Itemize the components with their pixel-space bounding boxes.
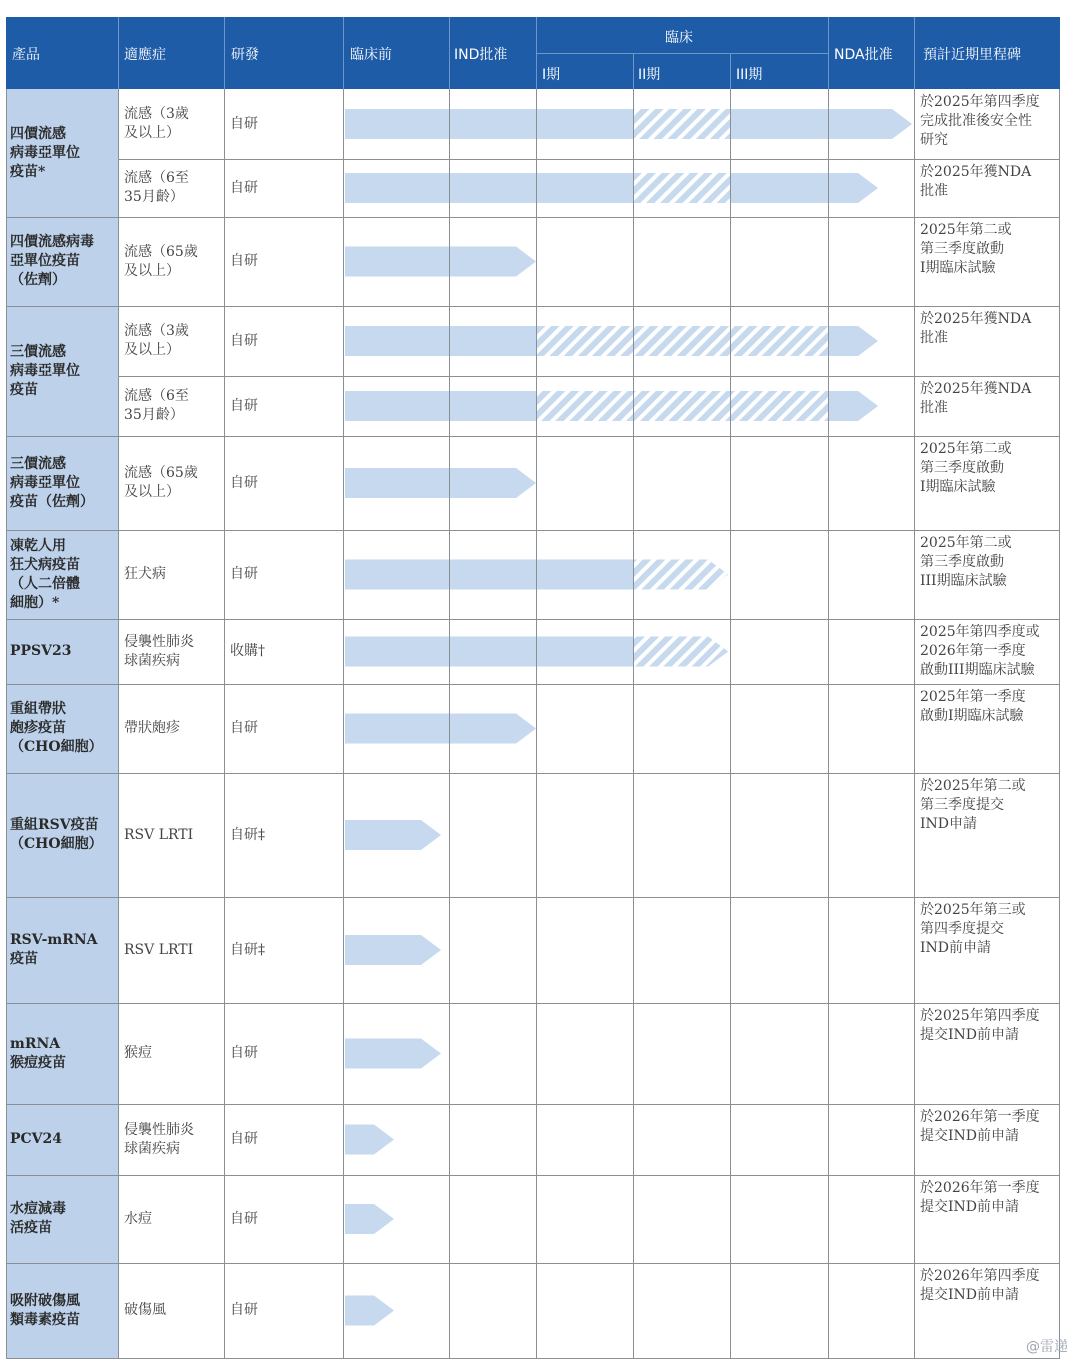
product-label: PPSV23	[10, 643, 72, 659]
progress-bars	[6, 17, 1060, 1357]
milestone-cell: 2025年第二或 第三季度啟動 III期臨床試驗	[920, 535, 1012, 589]
indication-cell: 帶狀皰疹	[124, 720, 180, 736]
progress-bar	[345, 326, 878, 356]
column-divider	[224, 89, 225, 1358]
header-ind: IND批准	[454, 47, 508, 63]
indication-cell: 破傷風	[124, 1302, 166, 1318]
progress-bar	[345, 935, 441, 965]
milestone-cell: 於2025年獲NDA 批准	[920, 381, 1032, 416]
rnd-cell: 自研	[230, 1045, 258, 1061]
milestone-cell: 於2025年第二或 第三季度提交 IND申請	[920, 778, 1026, 832]
progress-bar-shape	[345, 247, 536, 277]
row-divider	[118, 159, 1060, 160]
milestone-cell: 2025年第二或 第三季度啟動 I期臨床試驗	[920, 222, 1012, 276]
rnd-cell: 自研	[230, 397, 258, 414]
column-divider	[828, 89, 829, 1358]
progress-bar-striped-segment	[633, 109, 730, 139]
product-divider	[6, 1358, 1060, 1359]
progress-bar	[345, 1296, 394, 1326]
progress-bar-shape	[345, 1039, 441, 1069]
indication-cell: RSV LRTI	[124, 941, 194, 958]
product-divider	[6, 436, 1060, 437]
milestone-cell: 於2025年第四季度 完成批准後安全性 研究	[920, 94, 1040, 148]
rnd-cell: 自研	[230, 1210, 258, 1227]
column-divider	[730, 89, 731, 1358]
progress-bar	[345, 820, 441, 850]
header-phase1: I期	[542, 67, 561, 83]
progress-bar	[345, 1039, 441, 1069]
milestone-cell: 2025年第四季度或 2026年第一季度 啟動III期臨床試驗	[920, 624, 1040, 678]
progress-bar-shape	[345, 935, 441, 965]
progress-bar	[345, 173, 878, 203]
product-label: RSV-mRNA 疫苗	[10, 932, 98, 967]
indication-cell: 流感（6至 35月齡）	[124, 388, 189, 423]
product-label: mRNA 猴痘疫苗	[10, 1035, 66, 1071]
milestone-cell: 2025年第二或 第三季度啟動 I期臨床試驗	[920, 441, 1012, 495]
rnd-cell: 自研	[230, 179, 258, 196]
progress-bar	[345, 109, 912, 139]
progress-bar-striped-segment	[536, 391, 828, 421]
column-divider	[914, 89, 915, 1358]
watermark: @雷递	[1026, 1339, 1068, 1355]
rnd-cell: 自研	[230, 720, 258, 736]
column-divider	[536, 89, 537, 1358]
rnd-cell: 自研	[230, 332, 258, 349]
header-rnd: 研發	[231, 47, 259, 63]
product-divider	[6, 217, 1060, 218]
indication-cell: 侵襲性肺炎 球菌疾病	[124, 633, 194, 669]
indication-cell: 流感（3歲 及以上）	[124, 106, 189, 141]
milestone-cell: 於2025年獲NDA 批准	[920, 164, 1032, 199]
progress-bar	[345, 714, 536, 744]
indication-cell: 猴痘	[124, 1045, 152, 1061]
indication-cell: 流感（6至 35月齡）	[124, 170, 189, 205]
progress-bar	[345, 468, 536, 498]
progress-bar-shape	[345, 714, 536, 744]
product-label: PCV24	[10, 1131, 63, 1147]
header-indication: 適應症	[124, 47, 166, 63]
indication-cell: 流感（65歲 及以上）	[124, 465, 198, 500]
indication-cell: 流感（65歲 及以上）	[124, 243, 198, 279]
indication-cell: 侵襲性肺炎 球菌疾病	[124, 1121, 194, 1157]
indication-cell: RSV LRTI	[124, 826, 194, 843]
milestone-cell: 於2025年第三或 第四季度提交 IND前申請	[920, 902, 1026, 956]
product-label: 四價流感 病毒亞單位 疫苗*	[10, 125, 80, 180]
rnd-cell: 自研‡	[230, 941, 265, 958]
rnd-cell: 自研	[230, 566, 258, 582]
header-clinical: 臨床	[665, 30, 693, 46]
milestone-cell: 於2026年第一季度 提交IND前申請	[920, 1180, 1040, 1215]
product-divider	[6, 684, 1060, 685]
milestone-cell: 2025年第一季度 啟動I期臨床試驗	[920, 689, 1026, 724]
product-divider	[6, 1003, 1060, 1004]
pipeline-table	[6, 17, 1060, 1357]
rnd-cell: 收購†	[230, 643, 265, 659]
product-label: 四價流感病毒 亞單位疫苗 （佐劑）	[10, 234, 94, 288]
product-divider	[6, 1263, 1060, 1264]
rnd-cell: 自研	[230, 474, 258, 491]
progress-bar-shape	[345, 109, 912, 139]
row-divider	[118, 376, 1060, 377]
header-nda: NDA批准	[834, 47, 893, 63]
progress-bar	[345, 1204, 394, 1234]
progress-bar	[345, 247, 536, 277]
rnd-cell: 自研	[230, 1302, 258, 1318]
product-divider	[6, 1175, 1060, 1176]
column-divider	[633, 89, 634, 1358]
product-label: 三價流感 病毒亞單位 疫苗	[10, 343, 80, 398]
progress-bar-striped-segment	[633, 173, 730, 203]
product-divider	[6, 1104, 1060, 1105]
product-divider	[6, 530, 1060, 531]
progress-bar-shape	[345, 1125, 394, 1155]
column-divider	[449, 89, 450, 1358]
column-divider	[118, 89, 119, 1358]
progress-bar-shape	[345, 1296, 394, 1326]
milestone-cell: 於2025年獲NDA 批准	[920, 311, 1032, 346]
header-phase3: III期	[736, 67, 763, 83]
product-label: 吸附破傷風 類毒素疫苗	[10, 1292, 80, 1328]
product-label: 水痘減毒 活疫苗	[10, 1201, 66, 1236]
rnd-cell: 自研	[230, 1131, 258, 1147]
rnd-cell: 自研	[230, 115, 258, 132]
indication-cell: 狂犬病	[124, 566, 166, 582]
header-preclinical: 臨床前	[350, 47, 392, 63]
product-divider	[6, 897, 1060, 898]
product-label: 重組RSV疫苗 （CHO細胞）	[10, 817, 103, 852]
product-divider	[6, 773, 1060, 774]
progress-bar	[345, 1125, 394, 1155]
progress-bar-shape	[345, 173, 878, 203]
milestone-cell: 於2025年第四季度 提交IND前申請	[920, 1008, 1040, 1043]
indication-cell: 流感（3歲 及以上）	[124, 323, 189, 358]
rnd-cell: 自研	[230, 253, 258, 269]
product-label: 重組帶狀 皰疹疫苗 （CHO細胞）	[10, 701, 103, 755]
progress-bar-striped-segment	[633, 560, 728, 590]
product-label: 凍乾人用 狂犬病疫苗 （人二倍體 細胞）*	[10, 537, 80, 611]
header-product: 產品	[12, 47, 40, 63]
progress-bar-shape	[345, 468, 536, 498]
progress-bar-striped-segment	[536, 326, 828, 356]
product-divider	[6, 619, 1060, 620]
progress-bar-shape	[345, 820, 441, 850]
column-divider	[343, 89, 344, 1358]
column-divider	[1059, 89, 1060, 1358]
indication-cell: 水痘	[124, 1210, 152, 1227]
progress-bar	[345, 391, 878, 421]
rnd-cell: 自研‡	[230, 826, 265, 843]
column-divider	[6, 89, 7, 1358]
milestone-cell: 於2026年第四季度 提交IND前申請	[920, 1268, 1040, 1303]
milestone-cell: 於2026年第一季度 提交IND前申請	[920, 1109, 1040, 1144]
product-label: 三價流感 病毒亞單位 疫苗（佐劑）	[10, 455, 94, 510]
progress-bar-shape	[345, 1204, 394, 1234]
product-divider	[6, 306, 1060, 307]
header-milestone: 預計近期里程碑	[923, 47, 1021, 63]
header-phase2: II期	[638, 67, 661, 83]
progress-bar-striped-segment	[633, 637, 728, 667]
